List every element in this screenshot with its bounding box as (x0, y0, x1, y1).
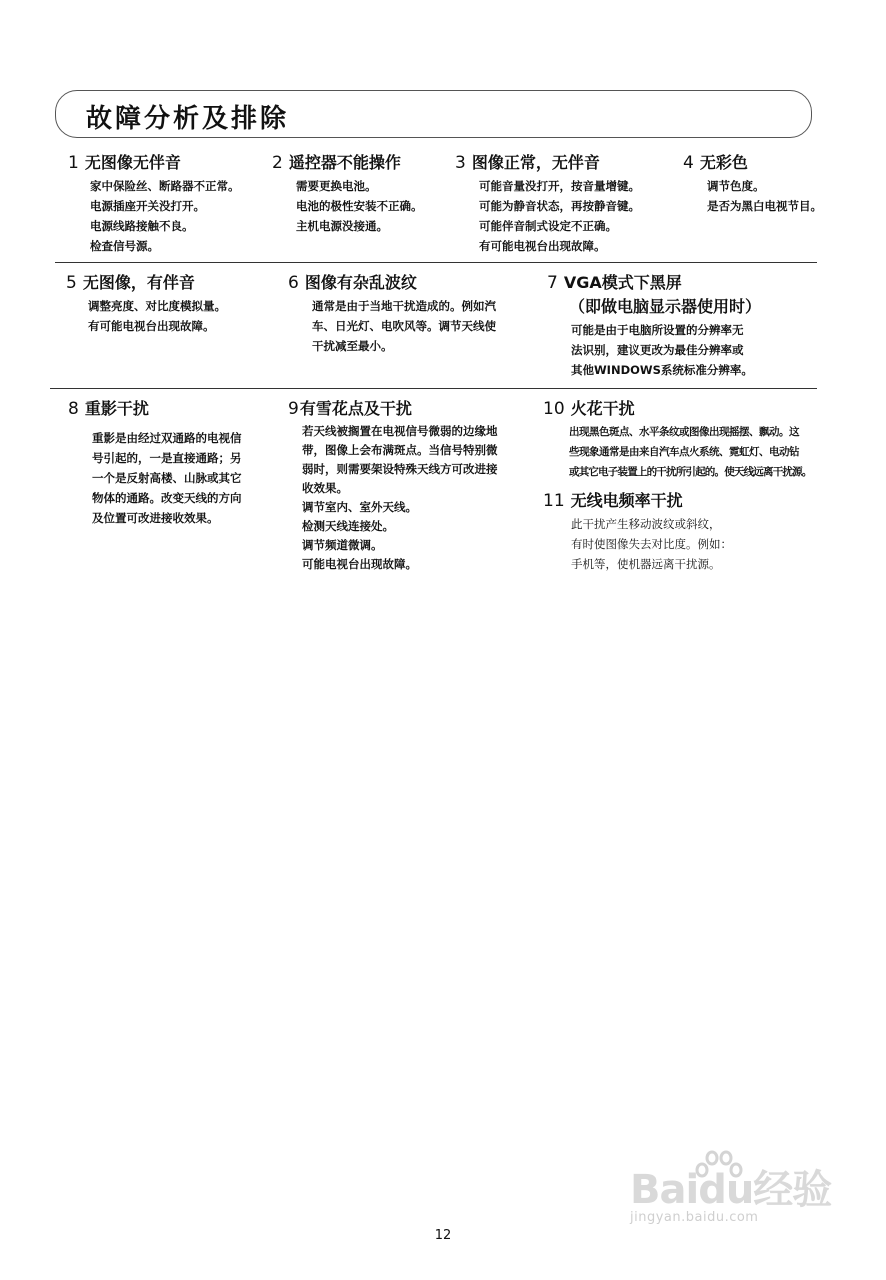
section-2 (272, 152, 423, 236)
section-number: 6 (288, 273, 299, 293)
text-line: 家中保险丝、断路器不正常。 (90, 179, 240, 193)
text-line: 或其它电子装置上的干扰所引起的。使天线远离干扰源。 (569, 466, 812, 478)
section-heading: VGA模式下黑屏 (563, 273, 682, 292)
title-box (55, 90, 812, 138)
section-3 (455, 152, 640, 256)
section-heading: 无图像无伴音 (84, 153, 181, 172)
section-heading: 有雪花点及干扰 (299, 399, 412, 418)
section-number: 8 (68, 399, 79, 419)
text-line: 检查信号源。 (90, 239, 159, 253)
text-line: 可能伴音制式设定不正确。 (479, 219, 617, 233)
section-1 (68, 152, 240, 256)
section-number: 7 (547, 273, 558, 293)
text-line: 可能电视台出现故障。 (302, 557, 417, 571)
section-heading: 无线电频率干扰 (570, 491, 683, 510)
text-line: 若天线被搁置在电视信号微弱的边缘地 (302, 424, 498, 438)
section-4 (683, 152, 822, 216)
section-number: 2 (272, 153, 283, 173)
text-line: 法识别，建议更改为最佳分辨率或 (571, 343, 744, 357)
text-line: 些现象通常是由来自汽车点火系统、霓虹灯、电动钻 (569, 446, 799, 458)
section-5 (66, 272, 226, 336)
watermark-brand: Baidu经验 (630, 1167, 832, 1213)
text-line: 主机电源没接通。 (296, 219, 388, 233)
section-number: 1 (68, 153, 79, 173)
section-heading: 图像有杂乱波纹 (304, 273, 417, 292)
text-line: 有时使图像失去对比度。例如： (571, 537, 732, 551)
section-6 (288, 272, 496, 356)
section-7 (547, 272, 761, 380)
section-heading: 遥控器不能操作 (288, 153, 401, 172)
text-line: 通常是由于当地干扰造成的。例如汽 (312, 299, 496, 313)
section-heading: 重影干扰 (84, 399, 149, 418)
section-number: 5 (66, 273, 77, 293)
text-line: 电池的极性安装不正确。 (296, 199, 423, 213)
text-line: 需要更换电池。 (296, 179, 377, 193)
text-line: 号引起的，一是直接通路；另 (92, 451, 242, 465)
text-line: 有可能电视台出现故障。 (479, 239, 606, 253)
text-line: 有可能电视台出现故障。 (88, 319, 215, 333)
text-line: 出现黑色斑点、水平条纹或图像出现摇摆、飘动。这 (569, 426, 799, 438)
section-10 (543, 398, 812, 482)
section-number: 4 (683, 153, 694, 173)
text-line: 检测天线连接处。 (302, 519, 394, 533)
text-line: 电源插座开关没打开。 (90, 199, 205, 213)
section-8 (68, 398, 242, 528)
divider (50, 388, 817, 389)
text-line: 是否为黑白电视节目。 (707, 199, 822, 213)
text-line: 收效果。 (302, 481, 348, 495)
divider (55, 262, 817, 263)
section-heading: 无彩色 (699, 153, 748, 172)
text-line: 物体的通路。改变天线的方向 (92, 491, 242, 505)
text-line: 此干扰产生移动波纹或斜纹， (571, 517, 721, 531)
text-line: 调节室内、室外天线。 (302, 500, 417, 514)
text-line: 干扰减至最小。 (312, 339, 393, 353)
page-title: 故障分析及排除 (86, 104, 290, 134)
text-line: 及位置可改进接收效果。 (92, 511, 219, 525)
watermark-url: jingyan.baidu.com (630, 1210, 759, 1225)
section-number: 9 (288, 399, 299, 419)
section-subheading: （即做电脑显示器使用时） (569, 297, 762, 316)
text-line: 一个是反射高楼、山脉或其它 (92, 471, 242, 485)
text-line: 可能音量没打开，按音量增键。 (479, 179, 640, 193)
text-line: 调整亮度、对比度模拟量。 (88, 299, 226, 313)
text-line: 可能是由于电脑所设置的分辨率无 (571, 323, 744, 337)
watermark (630, 1150, 840, 1225)
text-line: 可能为静音状态，再按静音键。 (479, 199, 640, 213)
text-line: 其他WINDOWS系统标准分辨率。 (571, 363, 753, 377)
text-line: 电源线路接触不良。 (90, 219, 194, 233)
section-heading: 图像正常，无伴音 (471, 153, 600, 172)
section-11 (543, 490, 732, 574)
text-line: 重影是由经过双通路的电视信 (92, 431, 242, 445)
section-number: 11 (543, 491, 565, 511)
text-line: 调节色度。 (707, 179, 765, 193)
section-9 (288, 398, 498, 574)
text-line: 弱时，则需要架设特殊天线方可改进接 (302, 462, 498, 476)
text-line: 带，图像上会布满斑点。当信号特别微 (302, 443, 498, 457)
page-number: 12 (434, 1228, 452, 1243)
section-number: 3 (455, 153, 466, 173)
section-heading: 火花干扰 (570, 399, 635, 418)
text-line: 调节频道微调。 (302, 538, 383, 552)
section-heading: 无图像，有伴音 (82, 273, 195, 292)
text-line: 车、日光灯、电吹风等。调节天线使 (312, 319, 496, 333)
section-number: 10 (543, 399, 565, 419)
text-line: 手机等，使机器远离干扰源。 (571, 557, 721, 571)
